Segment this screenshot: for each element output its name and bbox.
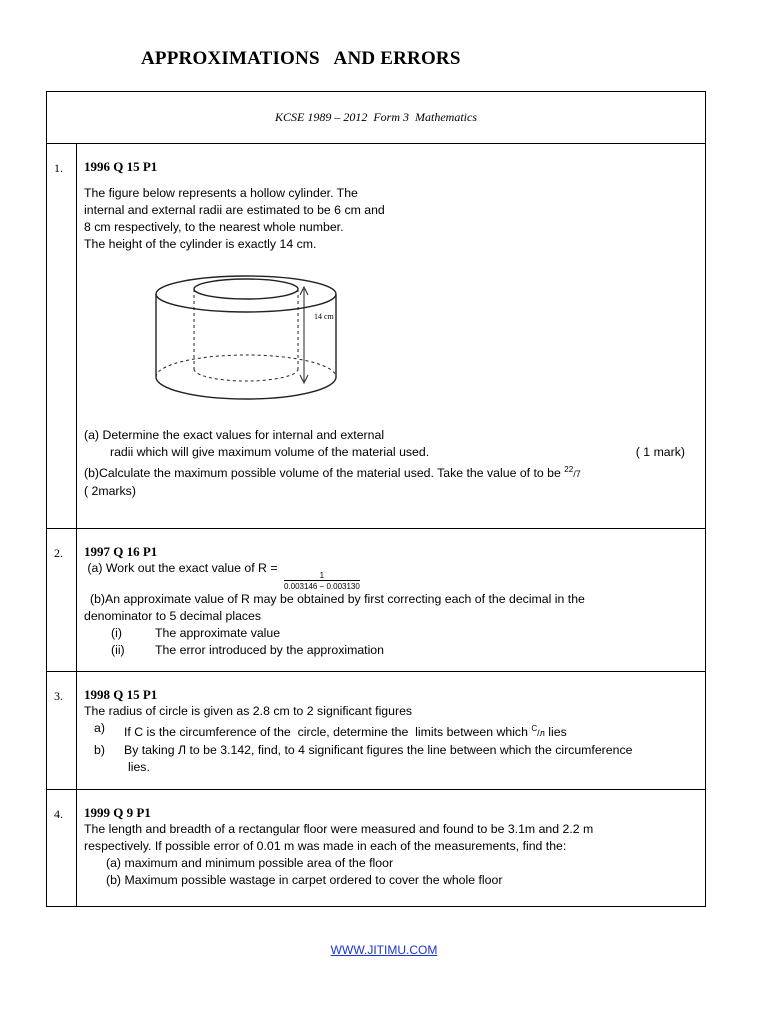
question-text: (a) Work out the exact value of R =	[84, 561, 281, 575]
question-number: 3.	[47, 672, 77, 789]
r-fraction: $\frac{1}{0.003146 - 0.003130}$	[283, 571, 360, 591]
question-text: respectively. If possible error of 0.01 m was made in each of the measurements, find the:	[84, 839, 567, 853]
question-number: 2.	[47, 529, 77, 671]
part-b-text: (b)Calculate the maximum possible volume of the material used. Take the value of to be	[84, 466, 561, 480]
mark-allocation: ( 2marks)	[84, 484, 136, 498]
sub-question: (ii) The error introduced by the approximation	[111, 643, 384, 657]
question-row-2	[47, 529, 705, 672]
question-text: 8 cm respectively, to the nearest whole number.	[84, 220, 344, 234]
question-table	[46, 91, 706, 907]
hollow-cylinder-figure	[144, 259, 374, 419]
question-number: 4.	[47, 790, 77, 906]
mark-allocation: ( 1 mark)	[635, 445, 685, 459]
part-a-text: (a) Determine the exact values for internal and external	[84, 428, 385, 442]
sub-question: a) If C is the circumference of the circle, determine the limits between which $^C$/л lies	[94, 721, 567, 739]
question-text: The length and breadth of a rectangular floor were measured and found to be 3.1m and 2.2 m	[84, 822, 594, 836]
question-row-4	[47, 790, 705, 906]
part-a-text: radii which will give maximum volume of the material used.	[110, 445, 430, 459]
question-row-1: 1. 1996 Q 15 P1 The figure below represents a hollow cylinder. The internal and external radii are estimated to be 6 cm and 8 cm respectively, to the nearest whole number. The height of the cylinder is exactly 14 cm. 14 cm (a) Determine the exact values for internal and external radii which will give maximum volume of the material used. ( 1 mark) (b)Calculate the maximum possible volume of the material used. Take the value of to be $^{22}$/7 ( 2marks)	[47, 144, 705, 529]
sub-question: (b) Maximum possible wastage in carpet ordered to cover the whole floor	[106, 873, 503, 887]
question-text: denominator to 5 decimal places	[84, 609, 262, 623]
fraction-denominator: 7	[575, 469, 581, 479]
question-number: 1.	[47, 144, 77, 528]
question-heading: 1999 Q 9 P1	[84, 805, 151, 820]
table-header: KCSE 1989 – 2012 Form 3 Mathematics	[47, 92, 705, 144]
question-heading: 1996 Q 15 P1	[84, 159, 158, 174]
question-text: lies.	[128, 760, 150, 774]
question-text: The radius of circle is given as 2.8 cm to 2 significant figures	[84, 704, 413, 718]
question-text: The height of the cylinder is exactly 14 cm.	[84, 237, 317, 251]
question-text: internal and external radii are estimated to be 6 cm and	[84, 203, 385, 217]
website-link[interactable]: WWW.JITIMU.COM	[330, 943, 438, 957]
height-label: 14 cm	[314, 312, 334, 321]
question-heading: 1997 Q 16 P1	[84, 544, 158, 559]
sub-question: b) By taking Л to be 3.142, find, to 4 significant figures the line between which the circumference	[94, 743, 633, 757]
question-text: The figure below represents a hollow cylinder. The	[84, 186, 358, 200]
sub-question: (i) The approximate value	[111, 626, 281, 640]
question-text: (b)An approximate value of R may be obtained by first correcting each of the decimal in the	[90, 592, 585, 606]
footer	[0, 943, 768, 957]
sub-question: (a) maximum and minimum possible area of the floor	[106, 856, 394, 870]
page-title: APPROXIMATIONS AND ERRORS	[141, 48, 461, 69]
question-row-3	[47, 672, 705, 790]
question-heading: 1998 Q 15 P1	[84, 687, 158, 702]
fraction-numerator: 22	[564, 465, 574, 474]
